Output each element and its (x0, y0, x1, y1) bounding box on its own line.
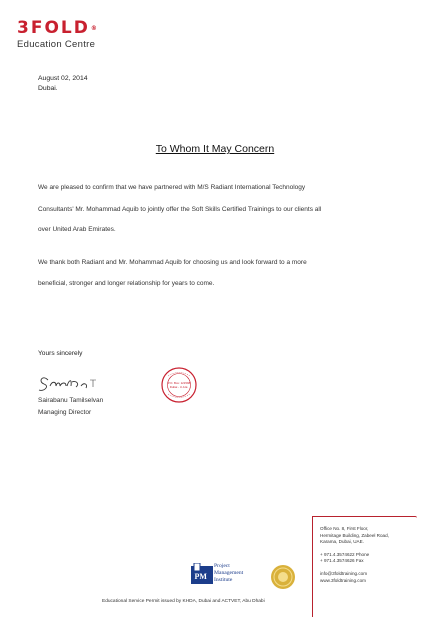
signer-role: Managing Director (38, 409, 92, 416)
signer-name: Sairabanu Tamilselvan (38, 397, 104, 404)
pmi-line: Institute (214, 577, 233, 583)
paragraph-line: Consultants' Mr. Mohammad Aquib to jointly offer the Soft Skills Certified Trainings to our clients all (38, 205, 322, 213)
paragraph-line: We thank both Radiant and Mr. Mohammad Aquib for choosing us and look forward to a more (38, 259, 307, 266)
pmi-line: Project (214, 563, 230, 569)
paragraph-2 (38, 258, 388, 291)
paragraph-1 (38, 183, 388, 238)
address-line: Hermitage Building, Zabeel Road, (320, 532, 389, 538)
signer-block (38, 395, 103, 419)
company-logo (17, 20, 99, 50)
stamp-city: Dubai - U.A.E. (169, 385, 189, 389)
address-line: Karama, Dubai, UAE. (320, 539, 364, 545)
stamp-po-box: P.O. Box: 121598 (167, 381, 191, 385)
logo-brand: 3FOLD® (17, 18, 99, 38)
pmi-logo-icon (191, 563, 213, 585)
address-line: Office No. 8, First Floor, (320, 526, 369, 531)
company-stamp (161, 367, 197, 403)
paragraph-line: We are pleased to confirm that we have partnered with M/S Radiant International Technology (38, 184, 306, 191)
pmi-line: Management (214, 570, 244, 576)
address-block (320, 526, 389, 584)
certification-badge-icon (270, 564, 296, 590)
letter-date-block (38, 74, 88, 94)
paragraph-line: beneficial, stronger and longer relationship for years to come. (38, 279, 215, 287)
letter-date: August 02, 2014 (38, 75, 88, 82)
letter-title-wrap (0, 139, 430, 157)
logo-subtitle: Education Centre (17, 39, 96, 50)
address-email: info@3foldtraining.com (320, 570, 368, 576)
letter-title: To Whom It May Concern (155, 143, 275, 155)
address-phone: + 971.4.3574622 Phone (320, 551, 370, 557)
closing-text: Yours sincerely (38, 350, 83, 357)
pmi-logo-text (214, 563, 243, 584)
letter-city: Dubai. (38, 85, 58, 92)
address-fax: + 971.4.3574626 Fax (320, 558, 364, 564)
svg-text:PM: PM (194, 572, 207, 581)
paragraph-line: over United Arab Emirates. (38, 226, 116, 233)
footer-permit-text: Educational Service Permit issued by KHDA, Dubai and ACTVET, Abu Dhabi (102, 599, 265, 604)
address-website: www.3foldtraining.com (320, 577, 366, 583)
handwritten-signature (36, 366, 100, 396)
